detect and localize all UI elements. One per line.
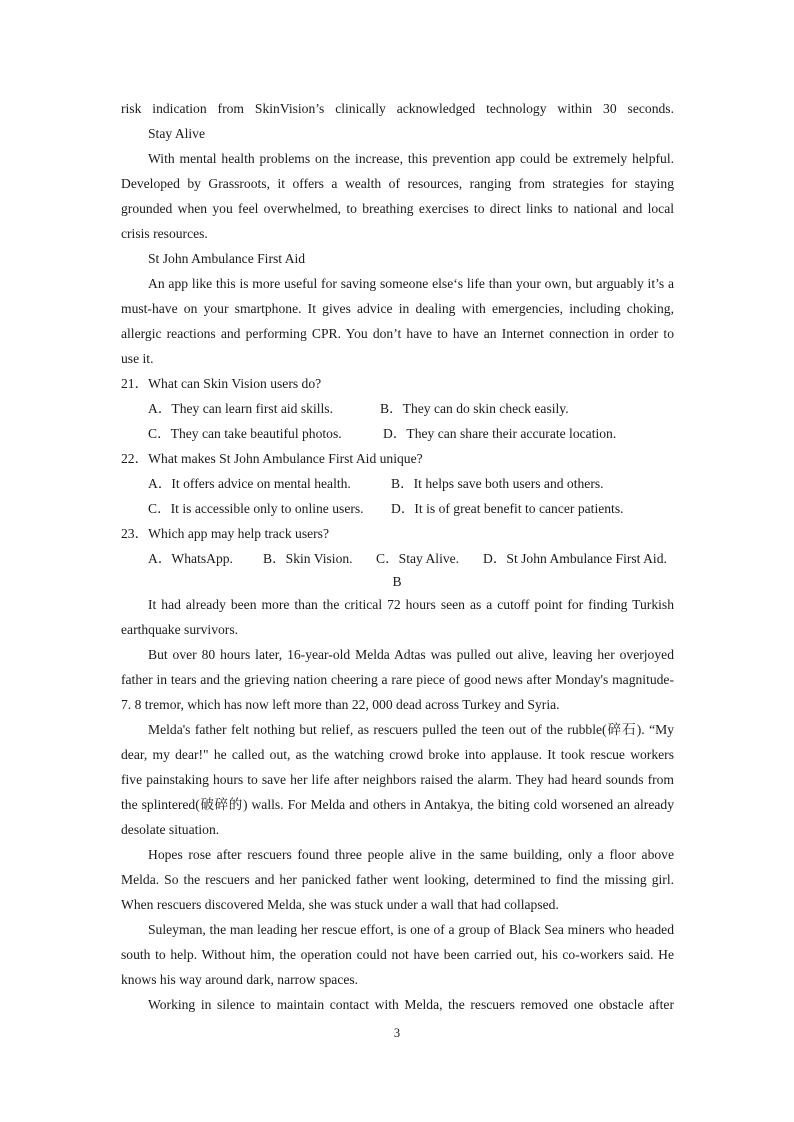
option-21d: D．They can share their accurate location. [383, 426, 617, 441]
text-line: Suleyman, the man leading her rescue effort, is one of a group of Black Sea miners who headed [148, 922, 674, 937]
option-22a: A．It offers advice on mental health. [148, 476, 351, 491]
option-21b: B．They can do skin check easily. [380, 401, 569, 416]
option-23c: C．Stay Alive. [376, 551, 460, 566]
text-line: crisis resources. [121, 226, 208, 241]
text-line: But over 80 hours later, 16-year-old Melda Adtas was pulled out alive, leaving her overjoyed [148, 647, 674, 662]
section-heading: B [392, 574, 402, 589]
app-heading-st-john: St John Ambulance First Aid [148, 251, 306, 266]
text-line: Hopes rose after rescuers found three people alive in the same building, only a floor above [148, 847, 674, 862]
text-line: Melda's father felt nothing but relief, as rescuers pulled the teen out of the rubble(碎石). “My [148, 722, 674, 737]
text-line: five painstaking hours to save her life after neighbors raised the alarm. They had heard sounds from [121, 772, 674, 787]
option-23d: D．St John Ambulance First Aid. [483, 551, 667, 566]
text-line: use it. [121, 351, 154, 366]
text-line: Working in silence to maintain contact with Melda, the rescuers removed one obstacle after [148, 997, 674, 1012]
question-21: 21．What can Skin Vision users do? [121, 376, 322, 391]
option-22b: B．It helps save both users and others. [391, 476, 604, 491]
text-line: grounded when you feel overwhelmed, to breathing exercises to direct links to national and local [121, 201, 674, 216]
text-line: south to help. Without him, the operation could not have been carried out, his co-workers said. He [121, 947, 674, 962]
text-line: 7. 8 tremor, which has now left more than 22, 000 dead across Turkey and Syria. [121, 697, 560, 712]
page-number: 3 [393, 1026, 401, 1040]
option-22c: C．It is accessible only to online users. [148, 501, 364, 516]
text-line: With mental health problems on the increase, this prevention app could be extremely helpful. [148, 151, 674, 166]
text-line: must-have on your smartphone. It gives advice in dealing with emergencies, including choking, [121, 301, 674, 316]
text-line: It had already been more than the critical 72 hours seen as a cutoff point for finding Turkish [148, 597, 674, 612]
text-line: Developed by Grassroots, it offers a wealth of resources, ranging from strategies for staying [121, 176, 674, 191]
option-21c: C．They can take beautiful photos. [148, 426, 342, 441]
option-23b: B．Skin Vision. [263, 551, 353, 566]
text-line: dear, my dear!" he called out, as the watching crowd broke into applause. It took rescue workers [121, 747, 674, 762]
text-line: father in tears and the grieving nation cheering a rare piece of good news after Monday's magnitude- [121, 672, 674, 687]
option-21a: A．They can learn first aid skills. [148, 401, 333, 416]
option-22d: D．It is of great benefit to cancer patients. [391, 501, 624, 516]
text-line: Melda. So the rescuers and her panicked father went looking, determined to find the missing girl. [121, 872, 674, 887]
text-line: desolate situation. [121, 822, 220, 837]
text-line: the splintered(破碎的) walls. For Melda and others in Antakya, the biting cold worsened an already [121, 797, 674, 812]
text-line: earthquake survivors. [121, 622, 239, 637]
option-23a: A．WhatsApp. [148, 551, 233, 566]
text-line: knows his way around dark, narrow spaces. [121, 972, 359, 987]
text-line: risk indication from SkinVision’s clinically acknowledged technology within 30 seconds. [121, 101, 674, 116]
text-line: allergic reactions and performing CPR. You don’t have to have an Internet connection in order to [121, 326, 674, 341]
app-heading-stay-alive: Stay Alive [148, 126, 206, 141]
question-23: 23．Which app may help track users? [121, 526, 329, 541]
text-line: An app like this is more useful for saving someone else‘s life than your own, but arguably it’s a [148, 276, 674, 291]
question-22: 22．What makes St John Ambulance First Aid unique? [121, 451, 423, 466]
text-line: When rescuers discovered Melda, she was stuck under a wall that had collapsed. [121, 897, 559, 912]
